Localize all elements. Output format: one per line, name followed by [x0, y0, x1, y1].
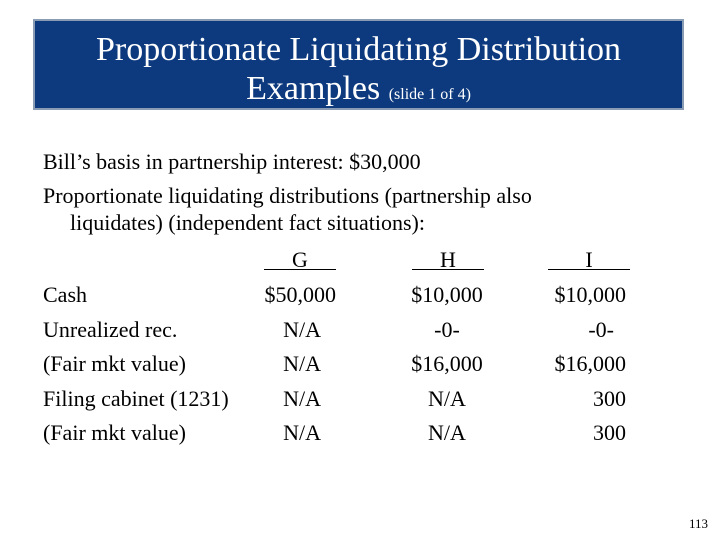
- column-header-i: I: [548, 247, 630, 270]
- page-number: 113: [688, 516, 708, 531]
- cell-h-filing-cabinet: N/A: [428, 386, 466, 411]
- slide-title-examples: Examples: [246, 70, 381, 107]
- distribution-line-1: Proportionate liquidating distributions (partnership also: [43, 183, 532, 208]
- cell-i-fair-mkt-value-1: $16,000: [554, 351, 626, 376]
- cell-g-unrealized-rec: N/A: [283, 317, 321, 342]
- cell-g-fair-mkt-value-1: N/A: [283, 351, 321, 376]
- column-header-h: H: [412, 247, 484, 270]
- cell-g-cash: $50,000: [264, 282, 336, 307]
- basis-line: Bill’s basis in partnership interest: $30,000: [43, 149, 421, 174]
- cell-i-unrealized-rec: -0-: [588, 317, 614, 342]
- slide-title-line1: Proportionate Liquidating Distribution: [95, 31, 622, 68]
- slide-title-line2: [35, 70, 682, 114]
- cell-g-filing-cabinet: N/A: [283, 386, 321, 411]
- column-header-g: G: [264, 247, 336, 270]
- row-label-filing-cabinet: Filing cabinet (1231): [43, 386, 229, 411]
- cell-h-unrealized-rec: -0-: [434, 317, 460, 342]
- cell-i-fair-mkt-value-2: 300: [593, 420, 626, 445]
- slide-title-subtitle: (slide 1 of 4): [388, 86, 471, 103]
- cell-g-fair-mkt-value-2: N/A: [283, 420, 321, 445]
- cell-i-filing-cabinet: 300: [593, 386, 626, 411]
- row-label-unrealized-rec: Unrealized rec.: [43, 317, 178, 342]
- row-label-fair-mkt-value-2: (Fair mkt value): [43, 420, 186, 445]
- cell-h-fair-mkt-value-1: $16,000: [411, 351, 483, 376]
- cell-i-cash: $10,000: [554, 282, 626, 307]
- row-label-cash: Cash: [43, 282, 87, 307]
- row-label-fair-mkt-value-1: (Fair mkt value): [43, 351, 186, 376]
- slide-title-box: [33, 19, 684, 110]
- distribution-line-2: liquidates) (independent fact situations):: [70, 210, 425, 235]
- cell-h-cash: $10,000: [411, 282, 483, 307]
- cell-h-fair-mkt-value-2: N/A: [428, 420, 466, 445]
